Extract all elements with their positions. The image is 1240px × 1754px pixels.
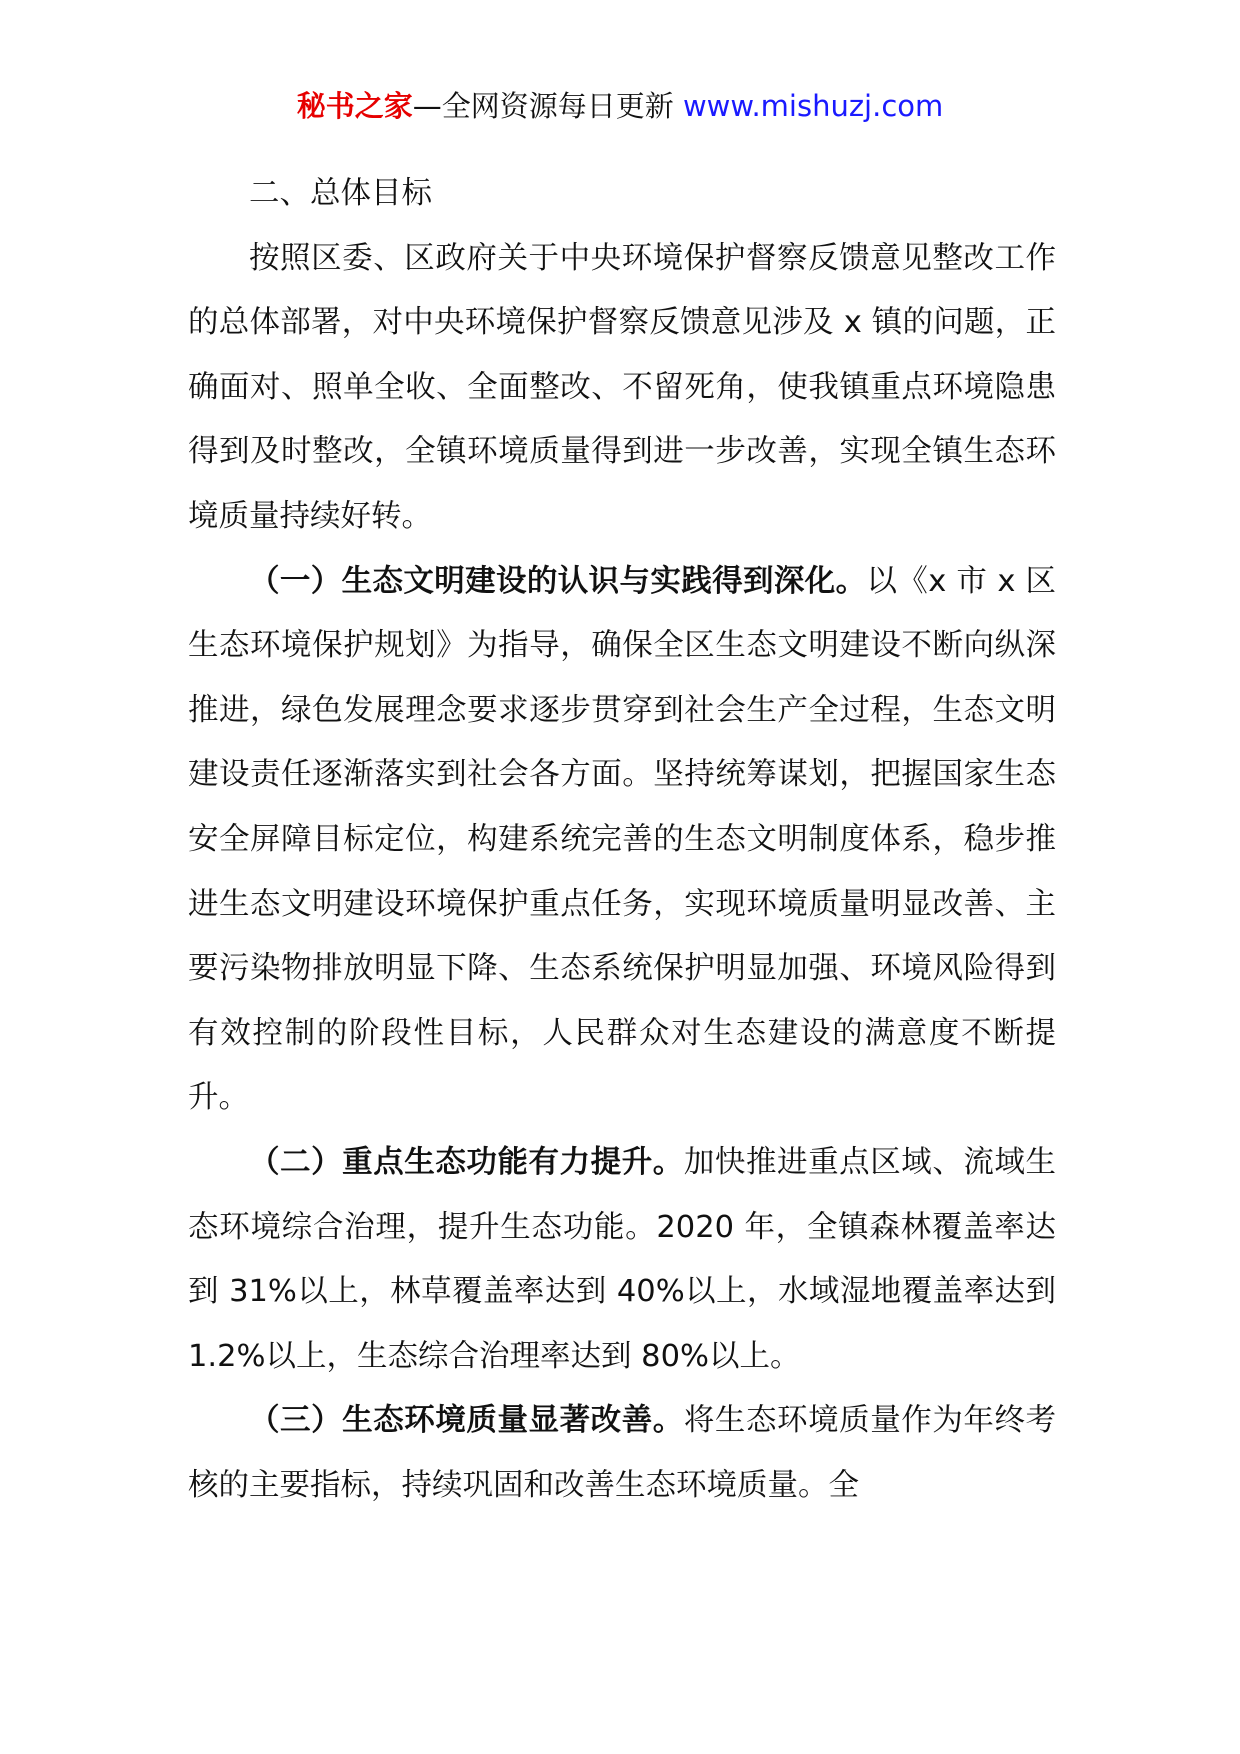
header-tagline: —全网资源每日更新 [412, 89, 683, 123]
goal-title-1: （一）生态文明建设的认识与实践得到深化。 [249, 563, 867, 599]
goal-title-3: （三）生态环境质量显著改善。 [249, 1403, 684, 1439]
brand-name: 秘书之家 [296, 89, 413, 123]
goal-paragraph-3 [188, 1389, 1056, 1518]
section-heading: 二、总体目标 [249, 176, 432, 211]
website-link[interactable]: www.mishuzj.com [682, 89, 944, 123]
goal-body-2: 加快推进重点区域、流域生态环境综合治理，提升生态功能。2020 年，全镇森林覆盖率达到 31%以上，林草覆盖率达到 40%以上，水域湿地覆盖率达到 1.2%以上，生态综合治理率达到 80%以上。 [188, 1144, 1057, 1374]
goal-paragraph-1 [188, 550, 1056, 1131]
document-body [188, 162, 1056, 1518]
page-header [0, 84, 1240, 128]
goal-body-1: 以《x 市 x 区生态环境保护规划》为指导，确保全区生态文明建设不断向纵深推进，绿色发展理念要求逐步贯穿到社会生产全过程，生态文明建设责任逐渐落实到社会各方面。坚持统筹谋划，把握国家生态安全屏障目标定位，构建系统完善的生态文明制度体系，稳步推进生态文明建设环境保护重点任务，实现环境质量明显改善、主要污染物排放明显下降、生态系统保护明显加强、环境风险得到有效控制的阶段性目标，人民群众对生态建设的满意度不断提升。 [188, 563, 1056, 1116]
goal-body-3: 将生态环境质量作为年终考核的主要指标，持续巩固和改善生态环境质量。全 [188, 1403, 1057, 1503]
goal-paragraph-2 [188, 1131, 1056, 1389]
goal-title-2: （二）重点生态功能有力提升。 [249, 1144, 684, 1180]
intro-paragraph: 按照区委、区政府关于中央环境保护督察反馈意见整改工作的总体部署，对中央环境保护督察反馈意见涉及 x 镇的问题，正确面对、照单全收、全面整改、不留死角，使我镇重点环境隐患得到及时整改，全镇环境质量得到进一步改善，实现全镇生态环境质量持续好转。 [188, 240, 1056, 534]
